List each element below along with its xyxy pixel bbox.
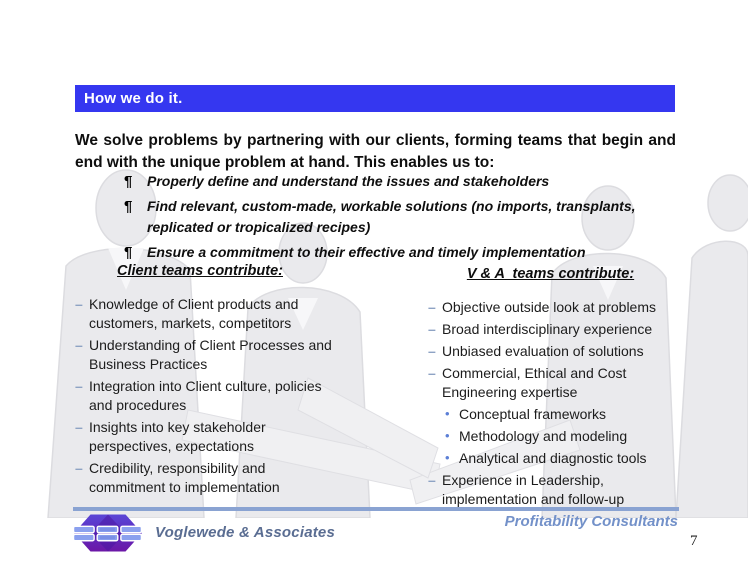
- bullet-dot-marker: •: [445, 428, 450, 443]
- voglewede-logo-icon: [73, 511, 143, 555]
- list-item-text: Understanding of Client Processes and Business Practices: [89, 337, 332, 372]
- dash-marker: –: [75, 460, 83, 476]
- dash-marker: –: [75, 296, 83, 312]
- dash-marker: –: [75, 419, 83, 435]
- list-item: [428, 364, 680, 402]
- section-title: How we do it.: [84, 90, 183, 107]
- sub-list-item: [428, 405, 679, 424]
- list-item-text: Commercial, Ethical and Cost Engineering expertise: [442, 365, 627, 400]
- page-number: 7: [690, 533, 698, 549]
- dash-marker: –: [428, 343, 436, 359]
- dash-marker: –: [75, 337, 83, 353]
- process-bullet-text: Find relevant, custom-made, workable solutions (no imports, transplants, replicated or tropicalized recipes): [147, 198, 636, 235]
- process-bullet-text: Ensure a commitment to their effective and timely implementation: [147, 244, 586, 260]
- list-item-text: Integration into Client culture, policies and procedures: [89, 378, 322, 413]
- list-item: [428, 320, 680, 339]
- list-item-text: Objective outside look at problems: [442, 299, 656, 315]
- bullet-dot-marker: •: [445, 406, 450, 421]
- sub-list-item-text: Analytical and diagnostic tools: [459, 450, 647, 466]
- client-teams-heading: Client teams contribute:: [117, 263, 283, 279]
- list-item-text: Unbiased evaluation of solutions: [442, 343, 644, 359]
- client-teams-list: [75, 295, 393, 497]
- list-item-text: Broad interdisciplinary experience: [442, 321, 653, 337]
- process-bullet-list: [124, 171, 669, 267]
- list-item: [75, 418, 339, 456]
- list-item: [75, 459, 339, 497]
- list-item: [428, 471, 680, 509]
- footer-divider-rule: [73, 507, 679, 511]
- va-teams-list-tail: [428, 471, 680, 509]
- list-item: [75, 336, 339, 374]
- dash-marker: –: [428, 321, 436, 337]
- pilcrow-marker: ¶: [124, 173, 133, 190]
- list-item: [428, 298, 680, 317]
- pilcrow-marker: ¶: [124, 244, 133, 261]
- va-teams-sublist: [428, 405, 680, 468]
- va-teams-list: [428, 298, 680, 402]
- dash-marker: –: [428, 365, 436, 381]
- dash-marker: –: [428, 472, 436, 488]
- client-teams-column: [75, 263, 393, 500]
- bullet-dot-marker: •: [445, 450, 450, 465]
- pilcrow-marker: ¶: [124, 198, 133, 215]
- section-title-bar: [75, 85, 675, 112]
- sub-list-item-text: Methodology and modeling: [459, 428, 628, 444]
- company-name: Voglewede & Associates: [155, 524, 336, 541]
- list-item-text: Experience in Leadership, implementation and follow-up: [442, 472, 625, 507]
- sub-list-item-text: Conceptual frameworks: [459, 406, 607, 422]
- sub-list-item: [428, 449, 679, 468]
- list-item: [428, 342, 680, 361]
- va-teams-heading: V & A teams contribute:: [466, 266, 635, 282]
- sub-list-item: [428, 427, 679, 446]
- list-item-text: Knowledge of Client products and customers, markets, competitors: [89, 296, 299, 331]
- intro-paragraph: We solve problems by partnering with our clients, forming teams that begin and end with the unique problem at hand. This enables us to:: [75, 131, 676, 171]
- process-bullet: [124, 196, 669, 238]
- list-item-text: Insights into key stakeholder perspectives, expectations: [89, 419, 266, 454]
- list-item-text: Credibility, responsibility and commitment to implementation: [89, 460, 280, 495]
- footer-tagline: Profitability Consultants: [504, 513, 678, 530]
- list-item: [75, 295, 339, 333]
- va-teams-column: [428, 266, 680, 512]
- process-bullet: [124, 242, 669, 263]
- dash-marker: –: [75, 378, 83, 394]
- dash-marker: –: [428, 299, 436, 315]
- list-item: [75, 377, 339, 415]
- process-bullet: [124, 171, 669, 192]
- process-bullet-text: Properly define and understand the issues and stakeholders: [147, 173, 550, 189]
